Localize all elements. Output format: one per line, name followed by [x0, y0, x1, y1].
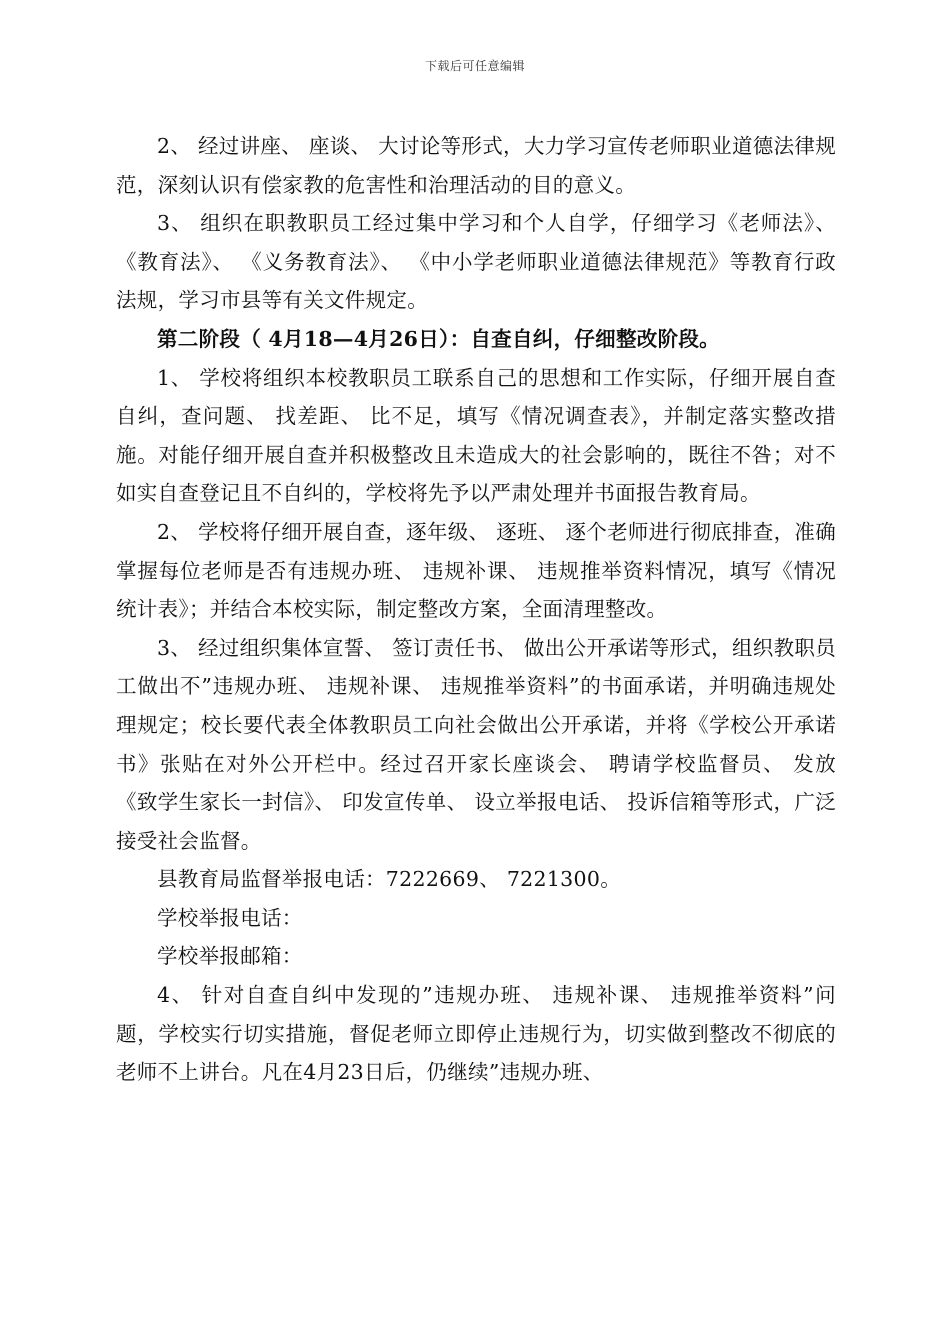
- document-body: [116, 127, 836, 1092]
- paragraph-school-phone: 学校举报电话：: [157, 905, 303, 930]
- paragraph-rectify: 4、 针对自查自纠中发现的”违规办班、 违规补课、 违规推举资料”问题，学校实行切实措施，督促老师立即停止违规行为，切实做到整改不彻底的老师不上讲台。凡在4月23日后，仍继续”违规办班、: [116, 983, 836, 1085]
- paragraph-self-check: 1、 学校将组织本校教职员工联系自己的思想和工作实际，仔细开展自查自纠，查问题、 找差距、 比不足，填写《情况调查表》，并制定落实整改措施。对能仔细开展自查并积极整改且未造成大的社会影响的，既往不咎；对不如实自查登记且不自纠的，学校将先予以严肃处理并书面报告教育局。: [116, 365, 836, 506]
- paragraph-county-hotline: 县教育局监督举报电话：7222669、 7221300。: [157, 867, 622, 892]
- paragraph-study: 3、 组织在职教职员工经过集中学习和个人自学，仔细学习《老师法》、 《教育法》、 《义务教育法》、 《中小学老师职业道德法律规范》等教育行政法规，学习市县等有关文件规定。: [116, 211, 836, 313]
- stage-two-heading: 第二阶段（ 4月18—4月26日）：自查自纠，仔细整改阶段。: [157, 326, 720, 351]
- paragraph-lecture: 2、 经过讲座、 座谈、 大讨论等形式，大力学习宣传老师职业道德法律规范，深刻认识有偿家教的危害性和治理活动的目的意义。: [116, 134, 836, 197]
- paragraph-school-mailbox: 学校举报邮箱：: [157, 944, 303, 969]
- paragraph-inspection: 2、 学校将仔细开展自查，逐年级、 逐班、 逐个老师进行彻底排查，准确掌握每位老师是否有违规办班、 违规补课、 违规推举资料情况，填写《情况统计表》；并结合本校实际，制定整改方案，全面清理整改。: [116, 519, 836, 622]
- paragraph-pledge: 3、 经过组织集体宣誓、 签订责任书、 做出公开承诺等形式，组织教职员工做出不”违规办班、 违规补课、 违规推举资料”的书面承诺，并明确违规处理规定；校长要代表全体教职员工向社会做出公开承诺，并将《学校公开承诺书》张贴在对外公开栏中。经过召开家长座谈会、 聘请学校监督员、 发放《致学生家长一封信》、 印发宣传单、 设立举报电话、 投诉信箱等形式，广泛接受社会监督。: [116, 635, 836, 853]
- header-note: 下载后可任意编辑: [424, 59, 525, 73]
